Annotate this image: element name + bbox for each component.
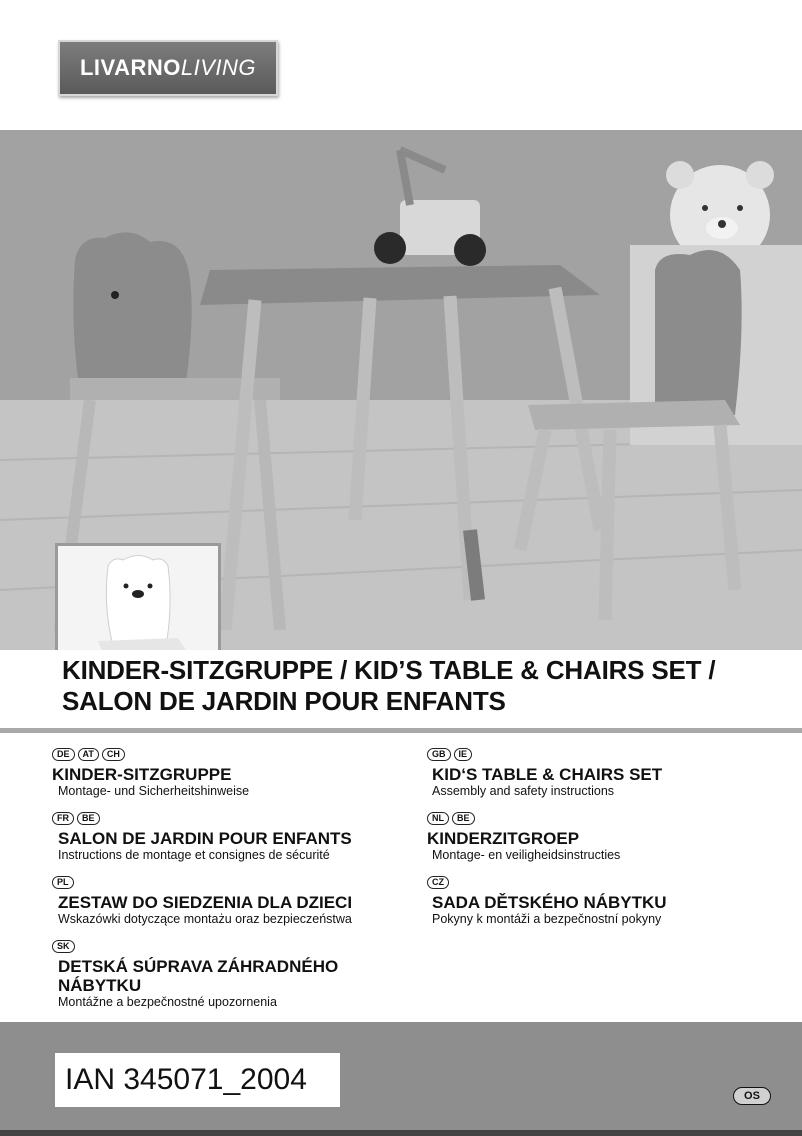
language-heading: KID‘S TABLE & CHAIRS SET xyxy=(432,765,663,784)
title-line-1: KINDER-SITZGRUPPE / KID’S TABLE & CHAIRS SET / xyxy=(62,655,716,685)
language-badge: NL xyxy=(427,812,449,825)
language-badge: DE xyxy=(52,748,75,761)
language-badge: IE xyxy=(454,748,473,761)
document-title xyxy=(62,655,715,717)
language-badge: SK xyxy=(52,940,75,953)
logo-text-light: LIVING xyxy=(180,55,256,80)
os-badge: OS xyxy=(733,1087,771,1105)
language-subtitle: Instructions de montage et consignes de sécurité xyxy=(58,848,330,862)
divider xyxy=(0,728,802,733)
language-subtitle: Montage- en veiligheidsinstructies xyxy=(432,848,621,862)
language-subtitle: Assembly and safety instructions xyxy=(432,784,615,798)
language-heading: SALON DE JARDIN POUR ENFANTS xyxy=(58,829,352,848)
language-heading: KINDER-SITZGRUPPE xyxy=(52,765,232,784)
language-badge: PL xyxy=(52,876,74,889)
language-heading: DETSKÁ SÚPRAVA ZÁHRADNÉHO NÁBYTKU xyxy=(58,957,339,995)
language-block-de xyxy=(52,748,249,799)
language-block-sk xyxy=(52,940,382,1010)
inset-bear-chair-photo xyxy=(55,543,221,650)
language-block-gb xyxy=(427,748,662,799)
language-badge: BE xyxy=(77,812,100,825)
language-subtitle: Wskazówki dotyczące montażu oraz bezpieczeństwa xyxy=(58,912,352,926)
language-subtitle: Montážne a bezpečnostné upozornenia xyxy=(58,995,277,1009)
logo-text-bold: LIVARNO xyxy=(79,55,181,80)
title-line-2: SALON DE JARDIN POUR ENFANTS xyxy=(62,686,506,716)
language-badge: CH xyxy=(102,748,125,761)
language-badge: GB xyxy=(427,748,451,761)
language-block-fr xyxy=(52,812,352,863)
language-block-pl xyxy=(52,876,352,927)
language-block-cz xyxy=(427,876,667,927)
language-badge: AT xyxy=(78,748,99,761)
ian-number: IAN 345071_2004 xyxy=(55,1053,340,1107)
language-heading: ZESTAW DO SIEDZENIA DLA DZIECI xyxy=(58,893,353,912)
language-badge: CZ xyxy=(427,876,449,889)
bottom-rule xyxy=(0,1130,802,1136)
language-subtitle: Pokyny k montáži a bezpečnostní pokyny xyxy=(432,912,662,926)
language-badge: BE xyxy=(452,812,475,825)
language-badge: FR xyxy=(52,812,74,825)
language-block-nl xyxy=(427,812,620,863)
language-heading: KINDERZITGROEP xyxy=(427,829,580,848)
product-photo xyxy=(0,130,802,650)
brand-logo xyxy=(58,40,278,96)
language-subtitle: Montage- und Sicherheitshinweise xyxy=(58,784,250,798)
language-heading: SADA DĚTSKÉHO NÁBYTKU xyxy=(432,893,667,912)
